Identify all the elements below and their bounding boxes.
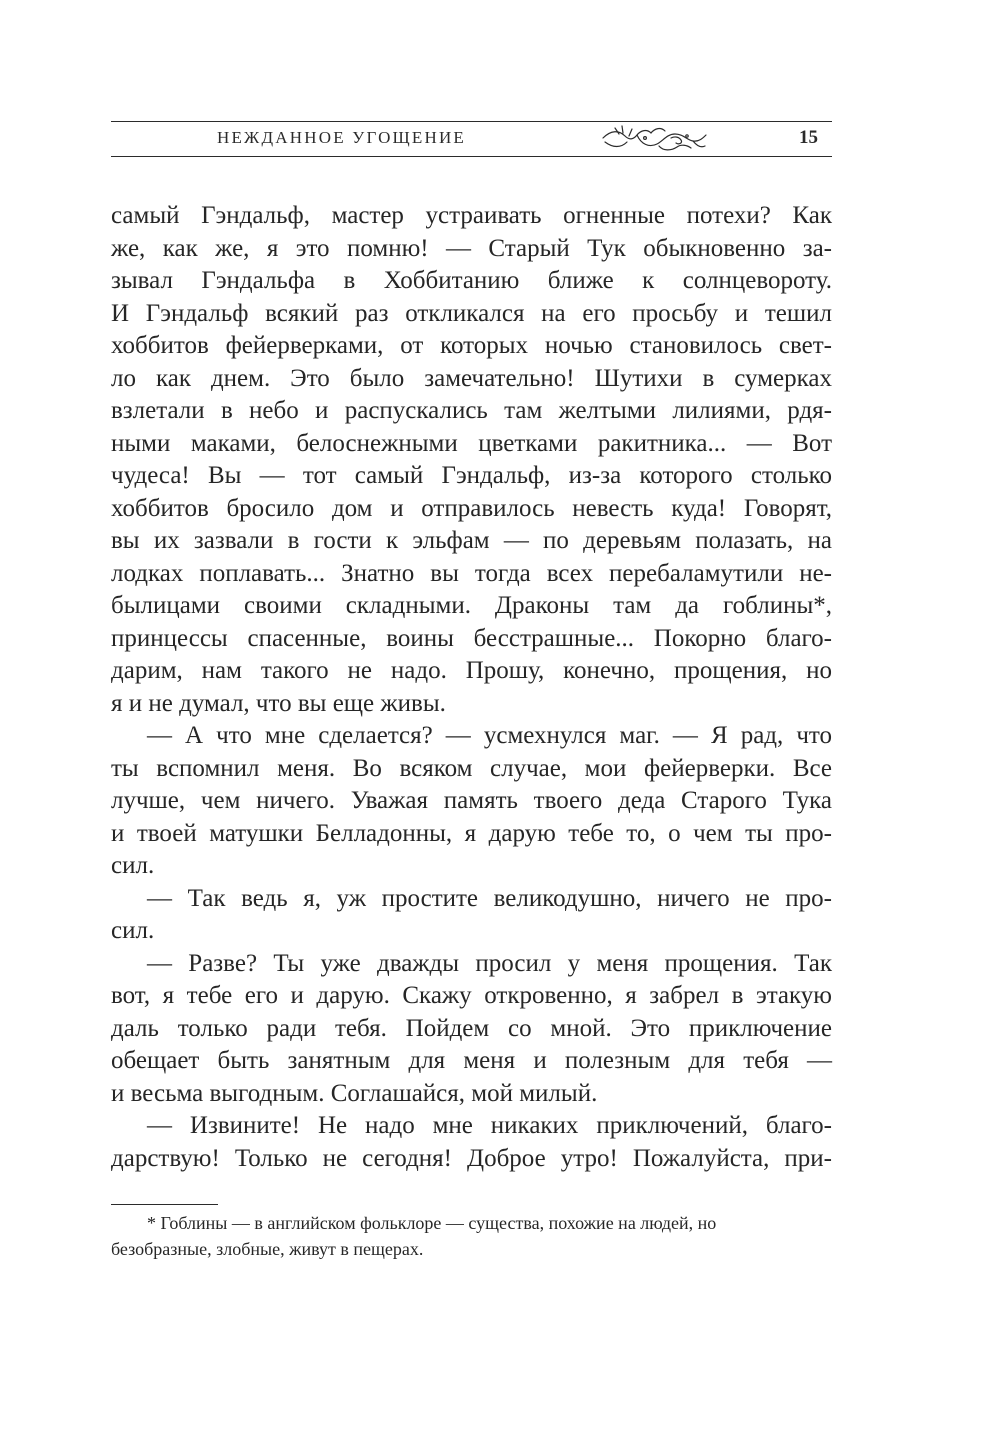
text-line: же, как же, я это помню! — Старый Тук обыкновенно за- [111,234,832,262]
text-line: ло как днем. Это было замечательно! Шутихи в сумерках [111,364,832,392]
text-line: самый Гэндальф, мастер устраивать огненные потехи? Как [111,202,832,229]
text-line: И Гэндальф всякий раз откликался на его просьбу и тешил [111,299,832,327]
text-line: и весьма выгодным. Соглашайся, мой милый. [111,1079,598,1107]
text-line: лучше, чем ничего. Уважая память твоего деда Старого Тука [111,787,832,814]
text-line: ты вспомнил меня. Во всяком случае, мои фейерверки. Все [111,754,832,782]
text-line: зывал Гэндальфа в Хоббитанию ближе к солнцевороту. [111,267,832,294]
text-line: былицами своими складными. Драконы там да гоблины*, [111,592,832,619]
page-header [111,121,832,157]
text-line: — Так ведь я, уж простите великодушно, ничего не про- [147,884,832,912]
dragon-ornament-icon [601,124,709,154]
text-line: сил. [111,852,155,879]
text-line: лодках поплавать... Знатно вы тогда всех перебаламутили не- [111,559,832,587]
text-line: ными маками, белоснежными цветками ракитника... — Вот [111,429,832,457]
text-line: даль только ради тебя. Пойдем со мной. Это приключение [111,1014,832,1042]
running-title: НЕЖДАННОЕ УГОЩЕНИЕ [217,128,467,147]
text-line: — Разве? Ты уже дважды просил у меня прощения. Так [147,949,832,977]
text-line: я и не думал, что вы еще живы. [111,689,446,717]
text-line: вы их зазвали в гости к эльфам — по деревьям полазать, на [111,527,832,554]
text-line: взлетали в небо и распускались там желтыми лилиями, рдя- [111,397,832,424]
footnote-divider [111,1204,218,1205]
footnote-line: безобразные, злобные, живут в пещерах. [111,1239,424,1259]
footnote [111,1210,832,1262]
text-line: хоббитов бросило дом и отправилось невесть куда! Говорят, [111,494,832,522]
text-line: хоббитов фейерверками, от которых ночью становилось свет- [111,332,832,359]
text-line: и твоей матушки Белладонны, я дарую тебе то, о чем ты про- [111,819,832,847]
text-line: чудеса! Вы — тот самый Гэндальф, из-за которого столько [111,462,832,489]
text-line: обещает быть занятным для меня и полезным для тебя — [111,1047,832,1074]
text-line: принцессы спасенные, воины бесстрашные... Покорно благо- [111,624,832,652]
text-line: вот, я тебе его и дарую. Скажу откровенно, я забрел в этакую [111,982,832,1009]
page-number: 15 [799,127,818,148]
text-line: — А что мне сделается? — усмехнулся маг. — Я рад, что [147,722,832,749]
text-line: дарствую! Только не сегодня! Доброе утро! Пожалуйста, при- [111,1144,832,1172]
text-line: дарим, нам такого не надо. Прошу, конечно, прощения, но [111,657,832,684]
footnote-line: * Гоблины — в английском фольклоре — существа, похожие на людей, но [147,1213,717,1233]
main-text [111,200,832,1175]
text-line: сил. [111,917,155,944]
text-line: — Извините! Не надо мне никаких приключений, благо- [147,1112,832,1139]
